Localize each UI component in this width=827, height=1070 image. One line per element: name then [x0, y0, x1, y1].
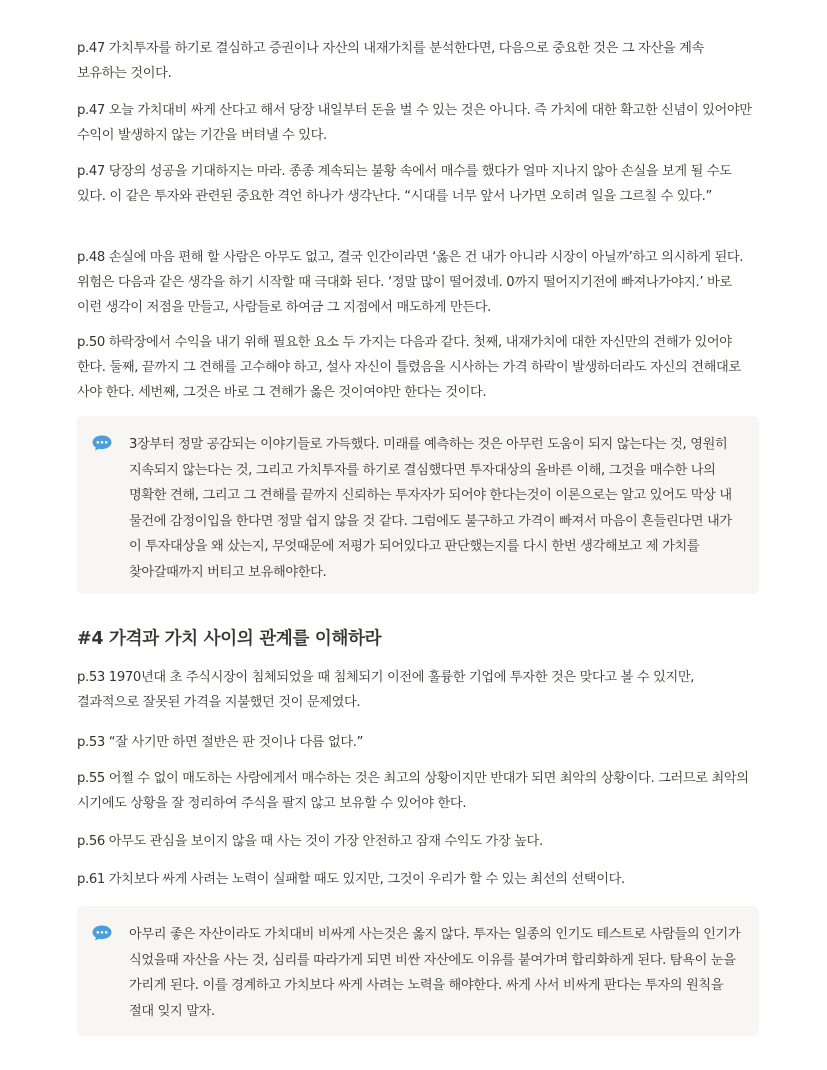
callout-reflection-1: [77, 416, 759, 594]
paragraph-p53-b: p.53 “잘 사기만 하면 절반은 판 것이나 다름 없다.”: [77, 735, 364, 750]
paragraph-p47-a: p.47 가치투자를 하기로 결심하고 증권이나 자산의 내재가치를 분석한다면, 다음으로 중요한 것은 그 자산을 계속 보유하는 것이다.: [77, 41, 704, 81]
paragraph-p55: p.55 어쩔 수 없이 매도하는 사람에게서 매수하는 것은 최고의 상황이지만 반대가 되면 최악의 상황이다. 그러므로 최악의 시기에도 상황을 잘 정리하여 주식을 팔지 않고 보유할 수 있어야 한다.: [77, 771, 749, 811]
callout-text: 3장부터 정말 공감되는 이야기들로 가득했다. 미래를 예측하는 것은 아무런 도움이 되지 않는다는 것, 영원히 지속되지 않는다는 것, 그리고 가치투자를 하기로 결심했다면 투자대상의 올바른 이해, 그것을 매수한 나의 명확한 견해, 그리고 그 견해를 끝까지 신뢰하는 투자자가 되어야 한다는것이 이론으로는 알고 있어도 막상 내 물건에 감정이입을 한다면 정말 쉽지 않을 것 같다. 그럼에도 불구하고 가격이 빠져서 마음이 흔들린다면 내가 이 투자대상을 왜 샀는지, 무엇때문에 저평가 되어있다고 판단했는지를 다시 한번 생각해보고 제 가치를 찾아갈때까지 버티고 보유해야한다.: [129, 437, 732, 580]
speech-bubble-icon: [91, 924, 113, 942]
paragraph-p48: p.48 손실에 마음 편해 할 사람은 아무도 없고, 결국 인간이라면 ‘옳은 건 내가 아니라 시장이 아닐까’하고 의시하게 된다. 위험은 다음과 같은 생각을 하기 시작할 때 극대화 된다. ‘정말 많이 떨어졌네. 0까지 떨어지기전에 빠져나가야지.’ 바로 이런 생각이 저점을 만들고, 사람들로 하여금 그 지점에서 매도하게 만든다.: [77, 250, 744, 315]
paragraph-p47-c: p.47 당장의 성공을 기대하지는 마라. 종종 계속되는 불황 속에서 매수를 했다가 얼마 지나지 않아 손실을 보게 될 수도 있다. 이 같은 투자와 관련된 중요한 격언 하나가 생각난다. “시대를 너무 앞서 나가면 오히려 일을 그르칠 수 있다.”: [77, 164, 732, 204]
callout-text: 아무리 좋은 자산이라도 가치대비 비싸게 사는것은 옳지 않다. 투자는 일종의 인기도 테스트로 사람들의 인기가 식었을때 자산을 사는 것, 심리를 따라가게 되면 비싼 자산에도 이유를 붙여가며 합리화하게 된다. 탐욕이 눈을 가리게 된다. 이를 경계하고 가치보다 싸게 사려는 노력을 해야한다. 싸게 사서 비싸게 판다는 투자의 원칙을 절대 잊지 말자.: [129, 927, 741, 1019]
callout-reflection-2: [77, 906, 759, 1036]
paragraph-p50: p.50 하락장에서 수익을 내기 위해 필요한 요소 두 가지는 다음과 같다. 첫째, 내재가치에 대한 자신만의 견해가 있어야 한다. 둘째, 끝까지 그 견해를 고수해야 하고, 설사 자신이 틀렸음을 시사하는 가격 하락이 발생하더라도 자신의 견해대로 사야 한다. 세번째, 그것은 바로 그 견해가 옳은 것이여야만 한다는 것이다.: [77, 335, 741, 400]
speech-bubble-icon: [91, 434, 113, 452]
paragraph-p61: p.61 가치보다 싸게 사려는 노력이 실패할 때도 있지만, 그것이 우리가 할 수 있는 최선의 선택이다.: [77, 872, 625, 887]
paragraph-p47-b: p.47 오늘 가치대비 싸게 산다고 해서 당장 내일부터 돈을 벌 수 있는 것은 아니다. 즉 가치에 대한 확고한 신념이 있어야만 수익이 발생하지 않는 기간을 버텨낼 수 있다.: [77, 103, 752, 143]
section-heading: #4 가격과 가치 사이의 관계를 이해하라: [77, 629, 382, 649]
paragraph-p53-a: p.53 1970년대 초 주식시장이 침체되었을 때 침체되기 이전에 훌륭한 기업에 투자한 것은 맞다고 볼 수 있지만, 결과적으로 잘못된 가격을 지불했던 것이 문제였다.: [77, 670, 695, 710]
paragraph-p56: p.56 아무도 관심을 보이지 않을 때 사는 것이 가장 안전하고 잠재 수익도 가장 높다.: [77, 834, 543, 849]
